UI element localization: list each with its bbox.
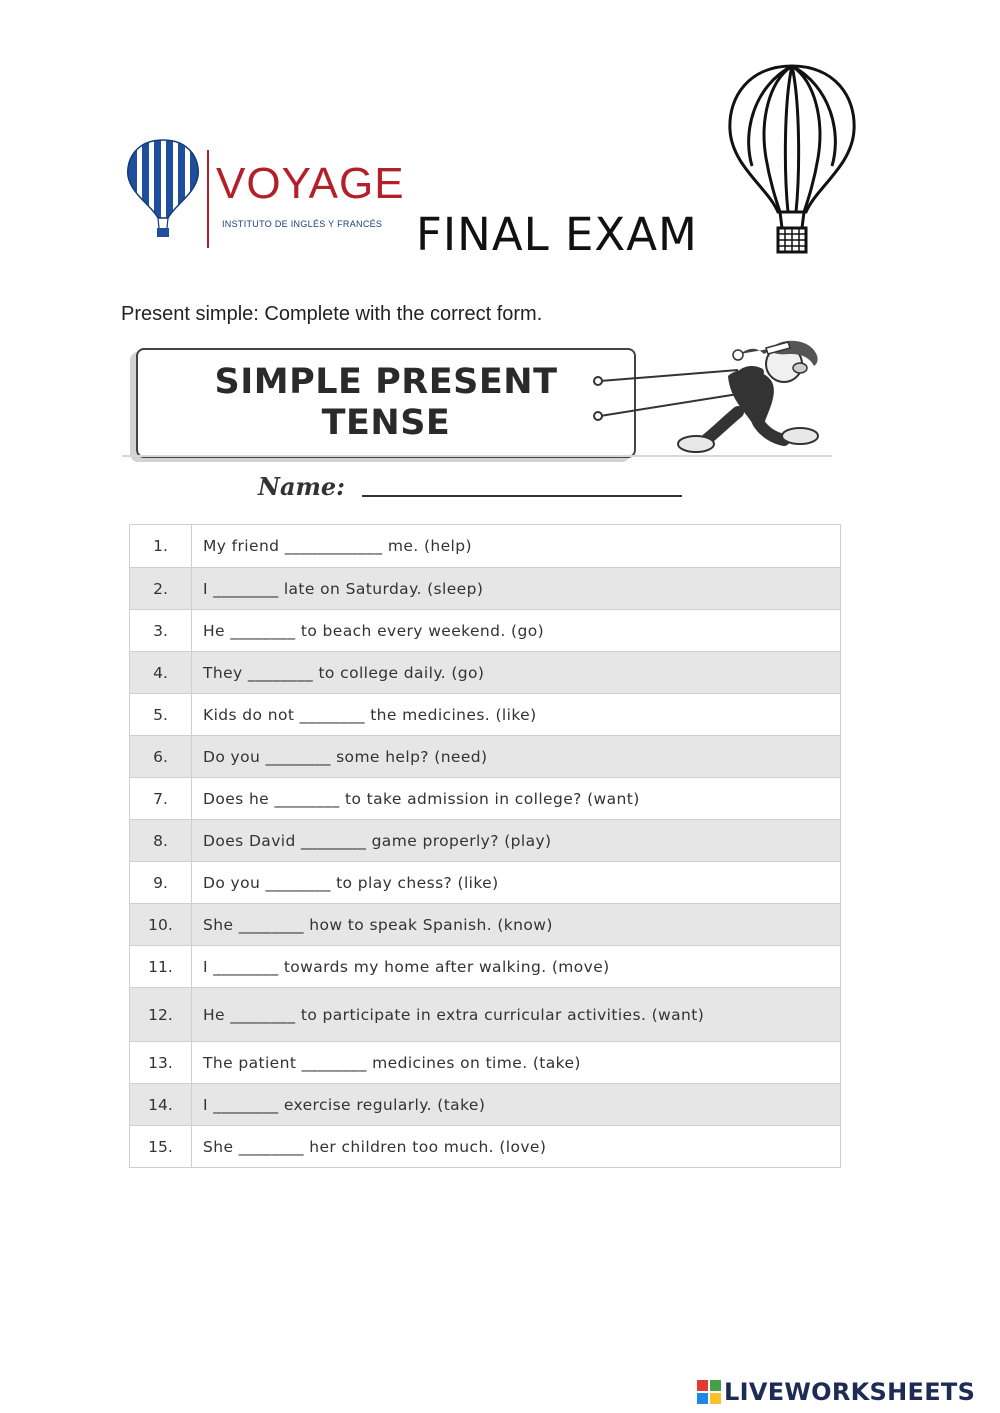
exercise-sentence[interactable]: I ________ late on Saturday. (sleep) — [192, 568, 841, 610]
exercise-row — [130, 820, 841, 862]
exercise-row — [130, 946, 841, 988]
exercise-sentence[interactable]: I ________ towards my home after walking. (move) — [192, 946, 841, 988]
exercise-number: 9. — [130, 862, 192, 904]
exercise-number: 2. — [130, 568, 192, 610]
exercise-row — [130, 736, 841, 778]
exercise-sentence[interactable]: Do you ________ to play chess? (like) — [192, 862, 841, 904]
exercise-number: 3. — [130, 610, 192, 652]
exercise-sentence[interactable]: He ________ to beach every weekend. (go) — [192, 610, 841, 652]
exercise-number: 6. — [130, 736, 192, 778]
exercise-number: 11. — [130, 946, 192, 988]
exercise-number: 14. — [130, 1084, 192, 1126]
exercise-number: 12. — [130, 988, 192, 1042]
exercise-row — [130, 1126, 841, 1168]
exercise-row — [130, 652, 841, 694]
exercise-row — [130, 1042, 841, 1084]
exercise-sentence[interactable]: Does he ________ to take admission in college? (want) — [192, 778, 841, 820]
exercise-row — [130, 568, 841, 610]
exercise-sentence[interactable]: I ________ exercise regularly. (take) — [192, 1084, 841, 1126]
hot-air-balloon-icon — [722, 62, 862, 258]
liveworksheets-icon — [697, 1380, 721, 1404]
exercise-sentence[interactable]: Kids do not ________ the medicines. (like) — [192, 694, 841, 736]
exercise-row — [130, 988, 841, 1042]
instructions-text: Present simple: Complete with the correct form. — [121, 303, 543, 325]
exercise-table — [129, 524, 841, 1168]
exam-title: FINAL EXAM — [416, 208, 698, 261]
banner-line-2: TENSE — [321, 403, 451, 443]
exercise-sentence[interactable]: Do you ________ some help? (need) — [192, 736, 841, 778]
exercise-row — [130, 862, 841, 904]
exercise-sentence[interactable]: The patient ________ medicines on time. (take) — [192, 1042, 841, 1084]
logo-subtitle: INSTITUTO DE INGLÉS Y FRANCÉS — [222, 219, 383, 229]
banner-line-1: SIMPLE PRESENT — [214, 361, 558, 402]
exercise-row — [130, 610, 841, 652]
exercise-number: 8. — [130, 820, 192, 862]
exercise-sentence[interactable]: They ________ to college daily. (go) — [192, 652, 841, 694]
exercise-sentence[interactable]: Does David ________ game properly? (play) — [192, 820, 841, 862]
exercise-number: 10. — [130, 904, 192, 946]
exercise-number: 13. — [130, 1042, 192, 1084]
logo-divider — [207, 150, 209, 248]
exercise-number: 1. — [130, 525, 192, 568]
exercise-number: 5. — [130, 694, 192, 736]
exercise-number: 4. — [130, 652, 192, 694]
voyage-balloon-logo-icon — [122, 136, 204, 242]
liveworksheets-logo — [697, 1377, 975, 1407]
exercise-sentence[interactable]: She ________ how to speak Spanish. (know) — [192, 904, 841, 946]
exercise-row — [130, 1084, 841, 1126]
exercise-row — [130, 778, 841, 820]
logo-wordmark: VOYAGE — [216, 159, 405, 208]
title-banner — [136, 348, 636, 458]
exercise-row — [130, 694, 841, 736]
exercise-row — [130, 904, 841, 946]
exercise-row — [130, 525, 841, 568]
exercise-sentence[interactable]: My friend ____________ me. (help) — [192, 525, 841, 568]
cartoon-character-pulling-icon — [588, 336, 836, 460]
name-input-line[interactable] — [362, 495, 682, 497]
liveworksheets-text: LIVEWORKSHEETS — [724, 1378, 976, 1406]
exercise-number: 7. — [130, 778, 192, 820]
exercise-sentence[interactable]: She ________ her children too much. (love) — [192, 1126, 841, 1168]
exercise-sentence[interactable]: He ________ to participate in extra curricular activities. (want) — [192, 988, 841, 1042]
exercise-number: 15. — [130, 1126, 192, 1168]
name-label: Name: — [258, 472, 346, 501]
